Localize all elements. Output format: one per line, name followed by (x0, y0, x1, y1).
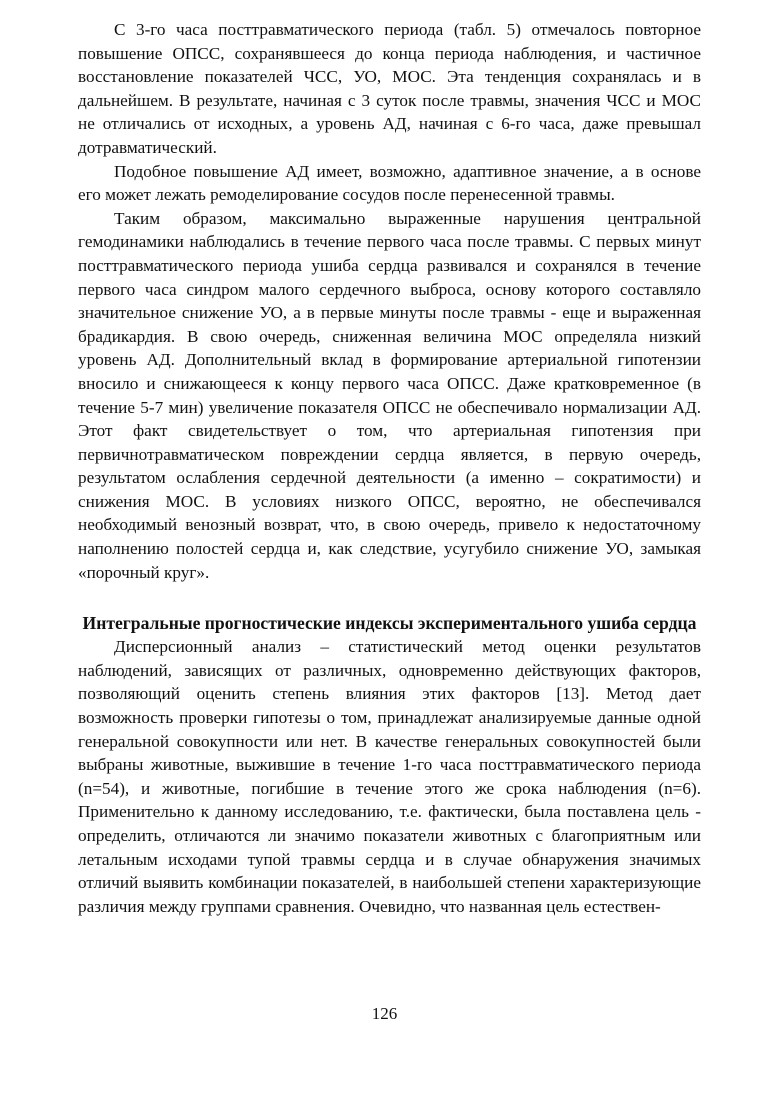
paragraph-variance-analysis: Дисперсионный анализ – статистический метод оценки результатов наблюдений, зависящих от различных, одновременно действующих факторов, позволяющий оценить степень влияния этих факторов [13]. Метод дает возможность проверки гипотезы о том, принадлежат анализируемые данные одной генеральной совокупности или нет. В качестве генеральных совокупностей были выбраны животные, выжившие в течение 1-го часа посттравматического периода (n=54), и животные, погибшие в течение этого же срока наблюдения (n=6). Применительно к данному исследованию, т.е. фактически, была поставлена цель - определить, отличаются ли значимо показатели животных с благоприятным или летальным исходами тупой травмы сердца и в случае обнаружения значимых отличий выявить комбинации показателей, в наибольшей степени характеризующие различия между группами сравнения. Очевидно, что названная цель естествен- (78, 637, 701, 916)
section-heading: Интегральные прогностические индексы экспериментального ушиба сердца (82, 613, 697, 634)
paragraph-hemodynamics-recovery: С 3-го часа посттравматического периода (табл. 5) отмечалось повторное повышение ОПСС, сохранявшееся до конца периода наблюдения, и частичное восстановление показателей ЧСС, УО, МОС. Эта тенденция сохранялась и в дальнейшем. В результате, начиная с 3 суток после травмы, значения ЧСС и МОС не отличались от исходных, а уровень АД, начиная с 6-го часа, даже превышал дотравматический. (78, 20, 701, 157)
page-number: 126 (371, 1004, 398, 1023)
document-page (78, 18, 701, 918)
paragraph-bp-adaptive: Подобное повышение АД имеет, возможно, адаптивное значение, а в основе его может лежать ремоделирование сосудов после перенесенной травмы. (78, 161, 701, 205)
paragraph-conclusion: Таким образом, максимально выраженные нарушения центральной гемодинамики наблюдались в течение первого часа после травмы. С первых минут посттравматического периода ушиба сердца развивался и сохранялся в течение первого часа синдром малого сердечного выброса, основу которого составляло значительное снижение УО, а в первые минуты после травмы - еще и выраженная брадикардия. В свою очередь, сниженная величина МОС определяла низкий уровень АД. Дополнительный вклад в формирование артериальной гипотензии вносило и снижающееся к концу первого часа ОПСС. Даже кратковременное (в течение 5-7 мин) увеличение показателя ОПСС не обеспечивало нормализации АД. Этот факт свидетельствует о том, что артериальная гипотензия при первичнотравматическом повреждении сердца является, в первую очередь, результатом ослабления сердечной деятельности (а именно – сократимости) и снижения МОС. В условиях низкого ОПСС, вероятно, не обеспечивался необходимый венозный возврат, что, в свою очередь, привело к недостаточному наполнению полостей сердца и, как следствие, усугубило снижение УО, замыкая «порочный круг». (78, 208, 701, 582)
